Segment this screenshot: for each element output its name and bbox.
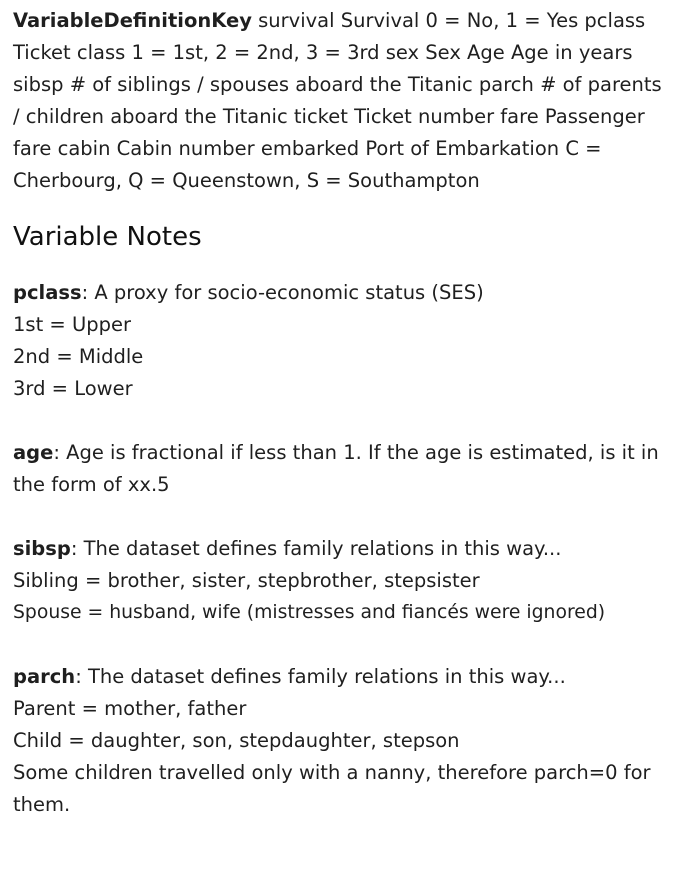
note-desc: : Age is fractional if less than 1. If the age is estimated, is it in the form of xx.5	[13, 441, 659, 496]
note-line: 3rd = Lower	[13, 377, 133, 400]
note-line: Some children travelled only with a nanny, therefore parch=0 for them.	[13, 761, 651, 816]
note-line: Sibling = brother, sister, stepbrother, stepsister	[13, 569, 480, 592]
note-parch	[13, 661, 673, 821]
note-line: Parent = mother, father	[13, 697, 247, 720]
note-term: parch	[13, 665, 76, 688]
note-line: 1st = Upper	[13, 313, 131, 336]
note-term: pclass	[13, 281, 82, 304]
note-term: sibsp	[13, 537, 71, 560]
note-desc: : A proxy for socio-economic status (SES)	[81, 281, 484, 304]
definition-key-text: survival Survival 0 = No, 1 = Yes pclass Ticket class 1 = 1st, 2 = 2nd, 3 = 3rd sex Sex Age Age in years sibsp # of siblings / spouses aboard the Titanic parch # of parents / children aboard the Titanic ticket Ticket number fare Passenger fare cabin Cabin number embarked Port of Embarkation C = Cherbourg, Q = Queenstown, S = Southampton	[13, 9, 662, 192]
variable-definition-paragraph	[13, 5, 673, 197]
note-term: age	[13, 441, 54, 464]
note-pclass	[13, 277, 673, 405]
note-desc: : The dataset defines family relations in this way...	[75, 665, 566, 688]
variable-notes-heading: Variable Notes	[13, 222, 202, 252]
note-line: Child = daughter, son, stepdaughter, stepson	[13, 729, 460, 752]
definition-key-header: VariableDefinitionKey	[13, 9, 252, 32]
note-line: Spouse = husband, wife (mistresses and fiancés were ignored)	[13, 602, 606, 623]
note-sibsp	[13, 533, 673, 629]
note-line: 2nd = Middle	[13, 345, 144, 368]
note-desc: : The dataset defines family relations in this way...	[70, 537, 562, 560]
note-age	[13, 437, 673, 501]
